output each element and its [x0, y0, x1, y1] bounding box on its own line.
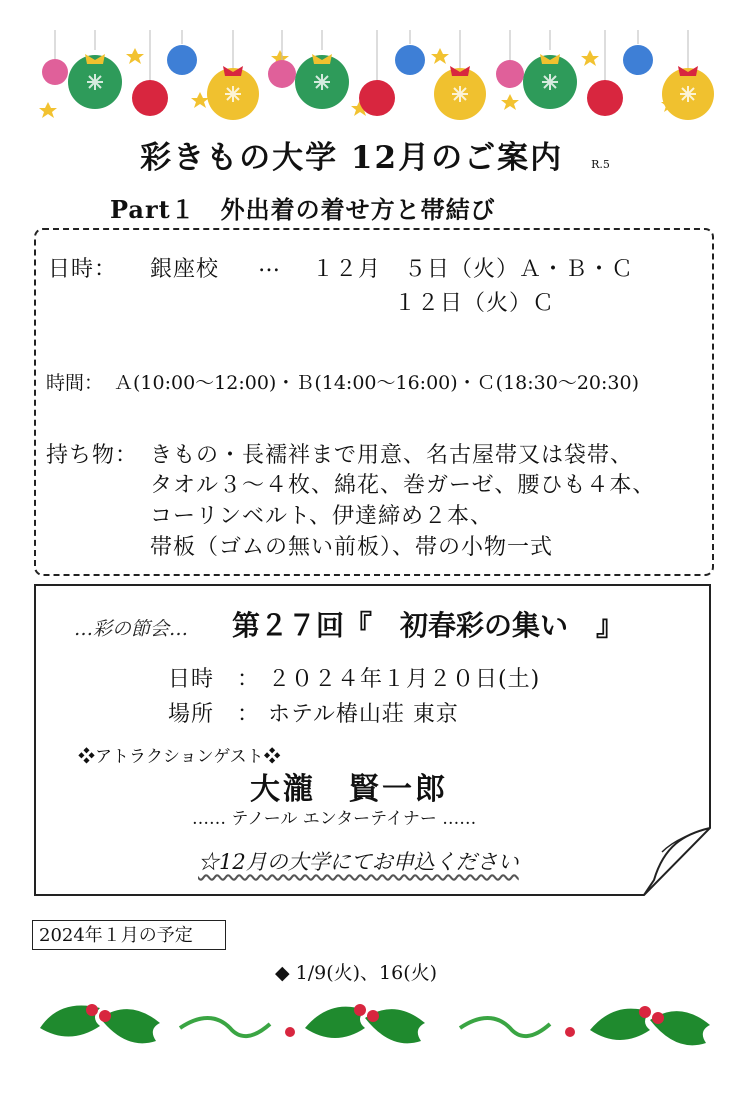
items-label: 持ち物： [46, 443, 139, 468]
title-text: 彩きもの大学 12月のご案内 [140, 140, 564, 176]
schedule-item: ◆ 1/9(火)、16(火) [275, 962, 438, 984]
ornament-garland [30, 30, 720, 130]
guest-name: 大瀧 賢一郎 [250, 772, 448, 807]
berry-icons [86, 1004, 664, 1037]
event-date-label: 日時 ： [168, 667, 261, 692]
guest-heading: ❖アトラクションゲスト❖ [78, 747, 281, 767]
apply-note: ☆12月の大学にてお申込ください [198, 850, 519, 874]
items-line: 帯板（ゴムの無い前板）、帯の小物一式 [150, 535, 554, 560]
items-line: きもの・長襦袢まで用意、名古屋帯又は袋帯、 [150, 443, 634, 468]
event-prefix: …彩の節会… [74, 618, 189, 640]
holly-garland [30, 988, 720, 1068]
date-line-2: １２日（火）Ｃ [394, 291, 556, 316]
event-place: ホテル椿山荘 東京 [268, 702, 459, 727]
venue-name: 銀座校 [150, 257, 220, 282]
venue-ellipsis: … [258, 252, 281, 277]
revision-label: R.5 [591, 158, 610, 171]
date-line-1: １２月 ５日（火）Ａ・Ｂ・Ｃ [312, 257, 635, 282]
datetime-label: 日時： [48, 257, 118, 282]
vine-swirl-icons [180, 1018, 550, 1036]
event-date: ２０２４年１月２０日(土) [268, 667, 541, 692]
event-place-label: 場所 ： [168, 702, 261, 727]
time-slots: Ａ(10:00～12:00)・Ｂ(14:00～16:00)・Ｃ(18:30～20:30) [114, 372, 640, 394]
items-line: タオル３～４枚、綿花、巻ガーゼ、腰ひも４本、 [150, 473, 656, 498]
time-label: 時間： [46, 372, 104, 394]
part1-heading: Part１ 外出着の着せ方と帯結び [110, 195, 496, 224]
page-title [0, 132, 750, 177]
event-title: 第２７回『 初春彩の集い 』 [232, 609, 625, 642]
schedule-label: 2024年１月の予定 [32, 920, 226, 950]
ornament-balls [42, 30, 714, 120]
guest-role: …… テノール エンターテイナー …… [192, 809, 477, 829]
items-line: コーリンベルト、伊達締め２本、 [150, 504, 494, 529]
